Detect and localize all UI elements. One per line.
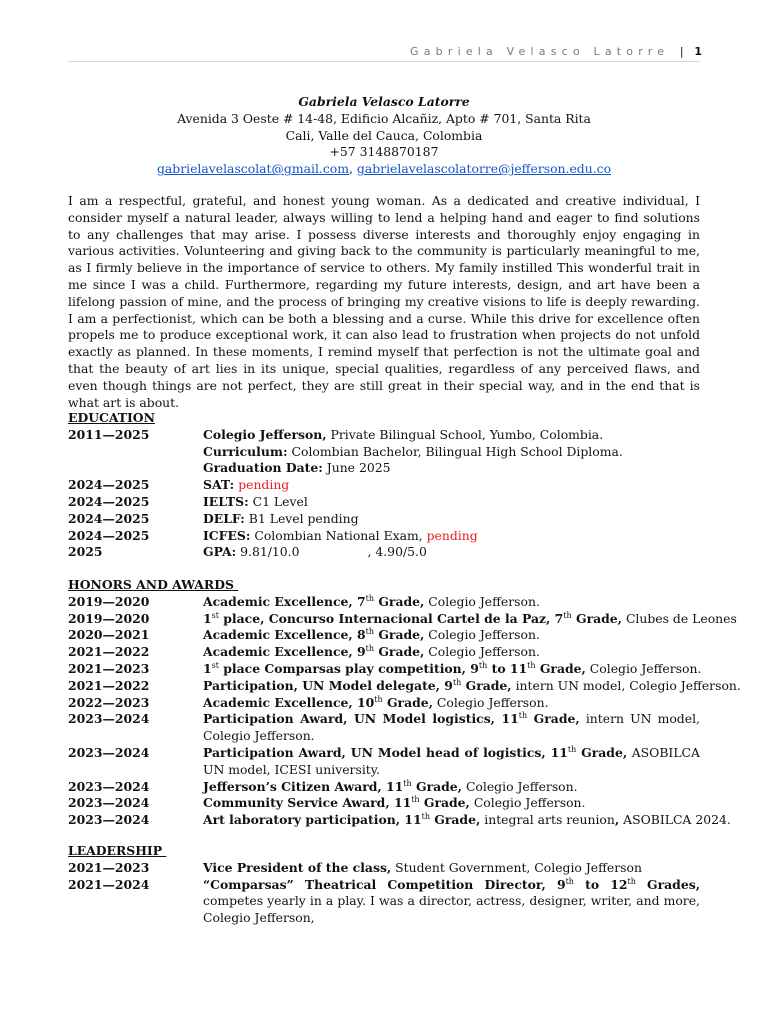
page-header — [410, 45, 702, 58]
email-link-personal[interactable]: gabrielavelascolat@gmail.com — [156, 161, 349, 177]
honor-row — [68, 594, 700, 611]
ordinal-suffix: th — [478, 660, 488, 670]
ordinal-suffix: st — [211, 660, 219, 670]
row-year — [68, 444, 203, 461]
row-year: 2023—2024 — [68, 812, 150, 828]
award-title: Academic Excellence, 8 — [203, 627, 366, 643]
ordinal-suffix: th — [452, 677, 462, 687]
row-text: Colombian Bachelor, Bilingual High School Diploma. — [287, 443, 623, 459]
honor-row — [68, 745, 700, 779]
applicant-name: Gabriela Velasco Latorre — [298, 94, 470, 109]
honor-row — [68, 627, 700, 644]
award-title: Participation, UN Model delegate, 9 — [203, 677, 453, 693]
award-title: Community Service Award, 11 — [203, 795, 412, 811]
ordinal-suffix: th — [365, 644, 375, 654]
row-description — [203, 795, 700, 812]
award-title: Jefferson’s Citizen Award, 11 — [203, 778, 404, 794]
ordinal-suffix: th — [411, 795, 420, 805]
bold-ordinal: 1 — [203, 660, 212, 676]
ordinal-suffix: th — [518, 711, 528, 721]
row-description — [203, 678, 741, 695]
row-text: Colombian National Exam, — [250, 527, 427, 543]
status-pending: pending — [234, 477, 290, 493]
row-description — [203, 627, 700, 644]
row-description — [203, 695, 700, 712]
row-year: 2024—2025 — [68, 493, 150, 509]
ordinal-suffix: th — [421, 812, 430, 822]
header-divider — [68, 61, 700, 62]
row-year: 2021—2023 — [68, 660, 150, 676]
header-author: Gabriela Velasco Latorre — [410, 45, 670, 58]
ordinal-suffix: th — [567, 744, 577, 754]
row-text: 9.81/10.0 — [236, 544, 300, 560]
row-year: 2023—2024 — [68, 744, 150, 760]
section-title-leadership: LEADERSHIP — [68, 843, 167, 858]
row-text: intern UN model, Colegio Jefferson. — [511, 677, 741, 693]
bold-punct: , — [614, 812, 620, 828]
education-row — [68, 427, 700, 444]
grade-label: Grade, — [576, 744, 628, 760]
row-description — [203, 611, 737, 628]
row-year: 2019—2020 — [68, 610, 150, 626]
ordinal-suffix: th — [374, 694, 383, 704]
honor-row — [68, 677, 741, 695]
award-title: Participation Award, UN Model head of logistics, 11 — [203, 744, 568, 760]
row-bold-label: Graduation Date: — [203, 460, 323, 476]
row-text: competes yearly in a play. I was a director, actress, designer, writer, and more, Colegio Jefferson, — [203, 893, 700, 926]
honors-section — [68, 577, 741, 829]
education-section — [68, 410, 700, 561]
email-link-school[interactable]: gabrielavelascolatorre@jefferson.edu.co — [356, 161, 612, 177]
ordinal-suffix: th — [565, 876, 574, 886]
row-text: Colegio Jefferson. — [424, 627, 540, 643]
grade-label: Grade, — [571, 610, 622, 626]
row-description — [203, 460, 700, 477]
row-description — [203, 528, 700, 545]
grade-label: Grades, — [635, 876, 701, 892]
award-title: Academic Excellence, 9 — [203, 644, 366, 660]
ordinal-suffix: th — [527, 660, 536, 670]
grade-label: Grade, — [527, 711, 580, 727]
honor-row — [68, 644, 700, 661]
row-bold-label: GPA: — [203, 544, 237, 560]
leadership-row — [68, 877, 700, 927]
grade-label: Grade, — [374, 644, 425, 660]
row-description — [203, 779, 700, 796]
phone-line: +57 3148870187 — [329, 144, 439, 160]
award-title-cont: to 12 — [573, 876, 628, 892]
row-text: Student Government, Colegio Jefferson — [391, 859, 642, 875]
row-year: 2023—2024 — [68, 778, 150, 794]
header-page-number: 1 — [694, 45, 702, 58]
row-bold-label: ICFES: — [203, 527, 251, 543]
ordinal-suffix: th — [365, 627, 375, 637]
header-separator: | — [679, 45, 684, 58]
grade-label: Grade, — [374, 593, 425, 609]
row-bold-label: SAT: — [203, 477, 235, 493]
row-description — [203, 477, 700, 494]
row-year: 2021—2022 — [68, 644, 150, 660]
row-year: 2021—2023 — [68, 859, 150, 875]
grade-label: Grade, — [419, 795, 470, 811]
row-year: 2021—2022 — [68, 677, 150, 693]
row-text: Colegio Jefferson. — [424, 644, 540, 660]
row-bold-label: Curriculum: — [203, 443, 288, 459]
bold-ordinal: 1 — [203, 610, 212, 626]
row-year: 2019—2020 — [68, 593, 150, 609]
row-year: 2021—2024 — [68, 876, 150, 892]
personal-statement: I am a respectful, grateful, and honest young woman. As a dedicated and creative individual, I consider myself a natural leader, always willing to lend a helping hand and eager to find solutions to any challenges that may arise. I possess diverse interests and thoroughly enjoy engaging in various activities. Volunteering and giving back to the community is particularly meaningful to me, as I firmly believe in the importance of service to others. My family instilled This wonderful trait in me since I was a child. Furthermore, regarding my future interests, design, and art have been a lifelong passion of mine, and the process of bringing my creative visions to life is deeply rewarding. I am a perfectionist, which can be both a blessing and a curse. While this drive for excellence often propels me to produce exceptional work, it can also lead to frustration when projects do not unfold exactly as planned. In these moments, I remind myself that perfection is not the ultimate goal and that the beauty of art lies in its unique, special qualities, regardless of any perceived flaws, and even though things are not perfect, they are still great in their special way, and in the end that is what art is about. — [68, 193, 700, 410]
row-description — [203, 860, 700, 877]
grade-label: Grade, — [535, 660, 586, 676]
row-text: Colegio Jefferson. — [469, 795, 586, 811]
row-bold-label: Colegio Jefferson, — [203, 426, 327, 442]
award-title: Academic Excellence, 10 — [203, 694, 375, 710]
grade-label: Grade, — [461, 677, 512, 693]
education-row — [68, 477, 700, 494]
grade-label: Grade, — [382, 694, 433, 710]
row-year: 2023—2024 — [68, 795, 150, 811]
award-title: “Comparsas” Theatrical Competition Director, 9 — [203, 876, 566, 892]
row-text: integral arts reunion — [480, 812, 615, 828]
education-row — [68, 528, 700, 545]
row-text: Colegio Jefferson. — [585, 660, 702, 676]
ordinal-suffix: st — [211, 610, 219, 620]
row-description — [203, 444, 700, 461]
leadership-row — [68, 860, 700, 877]
honor-row — [68, 779, 700, 796]
honor-row — [68, 610, 737, 628]
row-year: 2022—2023 — [68, 694, 150, 710]
education-row — [68, 494, 700, 511]
row-text: Colegio Jefferson. — [424, 593, 540, 609]
address-line: Avenida 3 Oeste # 14-48, Edificio Alcañiz, Apto # 701, Santa Rita — [177, 110, 591, 126]
ordinal-suffix: th — [365, 593, 375, 603]
education-row — [68, 460, 700, 477]
grade-label: Grade, — [411, 778, 462, 794]
row-text: B1 Level pending — [244, 510, 359, 526]
row-text: intern UN model, Colegio Jefferson. — [203, 711, 700, 744]
award-title-cont: to 11 — [487, 660, 528, 676]
honor-row — [68, 661, 700, 678]
city-line: Cali, Valle del Cauca, Colombia — [285, 127, 483, 143]
row-text: June 2025 — [322, 460, 391, 476]
award-title: Art laboratory participation, 11 — [203, 812, 422, 828]
row-description — [203, 594, 700, 611]
row-year: 2023—2024 — [68, 711, 150, 727]
row-text: Colegio Jefferson. — [462, 778, 578, 794]
award-title: place Comparsas play competition, 9 — [218, 660, 479, 676]
row-description — [203, 711, 700, 745]
award-title: Academic Excellence, 7 — [203, 593, 366, 609]
award-title: place, Concurso Internacional Cartel de la Paz, 7 — [218, 610, 564, 626]
section-title-education: EDUCATION — [68, 410, 155, 425]
ordinal-suffix: th — [403, 778, 412, 788]
section-title-honors: HONORS AND AWARDS — [68, 577, 239, 592]
row-description — [203, 427, 700, 444]
honor-row — [68, 795, 700, 812]
row-text: Private Bilingual School, Yumbo, Colombia. — [326, 426, 604, 442]
row-year: 2024—2025 — [68, 527, 150, 543]
award-title: Vice President of the class, — [203, 859, 392, 875]
row-year — [68, 460, 203, 477]
row-year: 2020—2021 — [68, 627, 150, 643]
row-year: 2025 — [68, 544, 103, 560]
honor-row — [68, 695, 700, 712]
email-line — [68, 161, 700, 178]
row-year: 2011—2025 — [68, 426, 150, 442]
row-description — [203, 812, 731, 829]
row-description — [203, 661, 701, 678]
status-pending: pending — [426, 527, 478, 543]
leadership-section — [68, 843, 700, 927]
ordinal-suffix: th — [563, 610, 572, 620]
email-separator: , — [349, 161, 357, 177]
row-description — [203, 494, 700, 511]
row-text-secondary: , 4.90/5.0 — [367, 544, 427, 560]
honor-row — [68, 711, 700, 745]
honor-row — [68, 812, 731, 829]
row-text-tail: ASOBILCA 2024. — [619, 812, 731, 828]
row-description — [203, 745, 700, 779]
row-text: C1 Level — [248, 493, 308, 509]
ordinal-suffix: th — [627, 876, 636, 886]
row-bold-label: IELTS: — [203, 493, 249, 509]
row-year: 2024—2025 — [68, 477, 150, 493]
grade-label: Grade, — [429, 812, 481, 828]
education-row — [68, 444, 700, 461]
grade-label: Grade, — [374, 627, 425, 643]
contact-block — [68, 94, 700, 178]
education-row — [68, 544, 700, 561]
row-text: Clubes de Leones — [622, 610, 737, 626]
row-bold-label: DELF: — [203, 510, 245, 526]
education-row — [68, 511, 700, 528]
row-description — [203, 544, 700, 561]
row-description — [203, 511, 700, 528]
row-text: Colegio Jefferson. — [432, 694, 549, 710]
row-description — [203, 644, 700, 661]
row-text: ASOBILCA UN model, ICESI university. — [203, 744, 700, 777]
row-year: 2024—2025 — [68, 510, 150, 526]
award-title: Participation Award, UN Model logistics, 11 — [203, 711, 519, 727]
row-description — [203, 877, 700, 927]
